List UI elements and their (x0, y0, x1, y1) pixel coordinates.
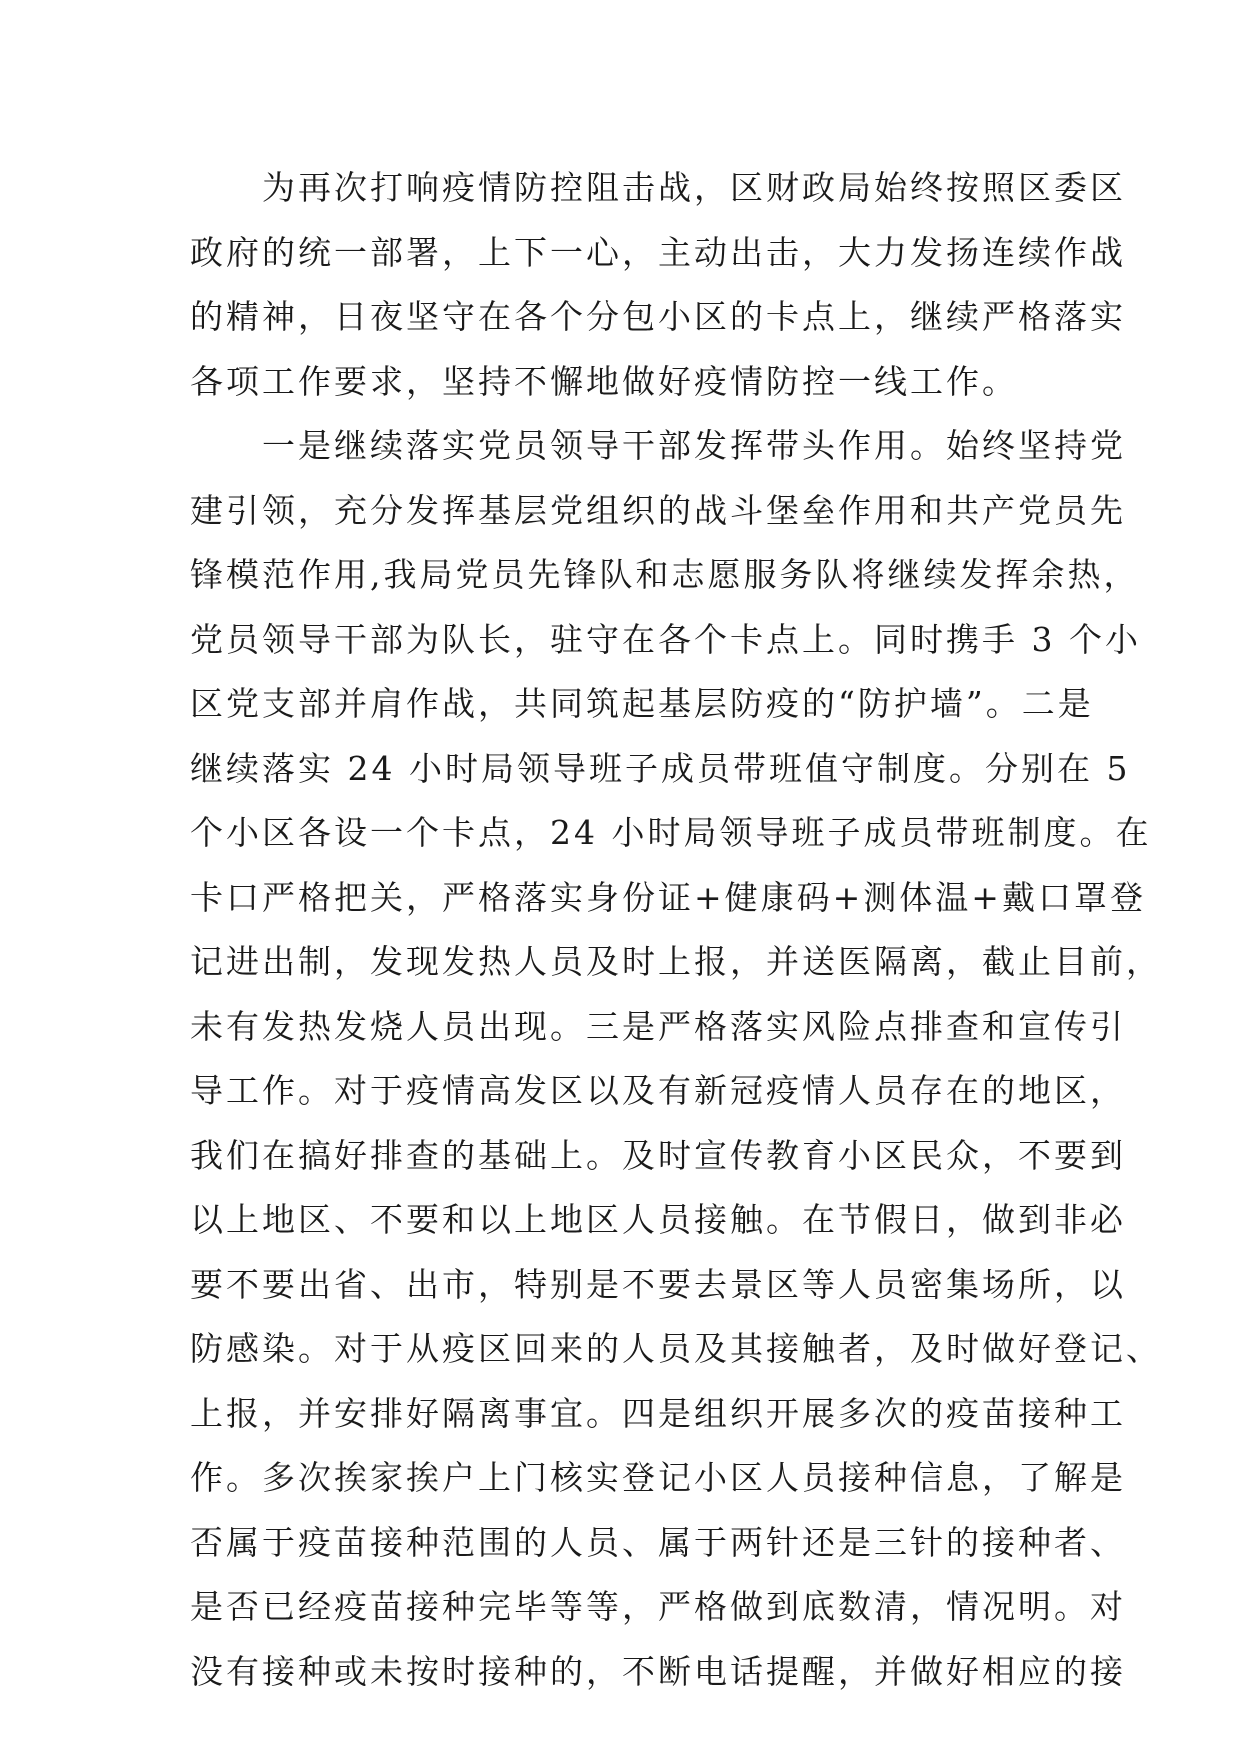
paragraph-1-line-1: 为再次打响疫情防控阻击战，区财政局始终按照区委区 (262, 168, 1126, 207)
paragraph-2-line-1: 一是继续落实党员领导干部发挥带头作用。始终坚持党 (262, 426, 1126, 465)
paragraph-1-line-2: 政府的统一部署，上下一心，主动出击，大力发扬连续作战 (190, 232, 1126, 272)
paragraph-2-line-10: 未有发热发烧人员出现。三是严格落实风险点排查和宣传引 (190, 1006, 1126, 1046)
paragraph-2-line-7: 个小区各设一个卡点，24 小时局领导班子成员带班制度。在 (190, 813, 1152, 852)
paragraph-2-line-11: 导工作。对于疫情高发区以及有新冠疫情人员存在的地区， (190, 1071, 1126, 1110)
paragraph-2-line-18: 否属于疫苗接种范围的人员、属于两针还是三针的接种者、 (190, 1522, 1126, 1562)
paragraph-2-line-8: 卡口严格把关，严格落实身份证+健康码+测体温+戴口罩登 (190, 877, 1146, 917)
paragraph-2-line-3: 锋模范作用,我局党员先锋队和志愿服务队将继续发挥余热， (190, 555, 1140, 594)
document-body (190, 156, 1162, 1704)
paragraph-2-line-4: 党员领导干部为队长，驻守在各个卡点上。同时携手 3 个小 (190, 619, 1141, 659)
paragraph-1-line-3: 的精神，日夜坚守在各个分包小区的卡点上，继续严格落实 (190, 297, 1126, 336)
paragraph-2-line-14: 要不要出省、出市，特别是不要去景区等人员密集场所，以 (190, 1264, 1126, 1304)
paragraph-2-line-6: 继续落实 24 小时局领导班子成员带班值守制度。分别在 5 (190, 748, 1131, 788)
paragraph-2-line-9: 记进出制，发现发热人员及时上报，并送医隔离，截止目前， (190, 942, 1162, 981)
paragraph-2-line-20: 没有接种或未按时接种的，不断电话提醒，并做好相应的接 (190, 1651, 1126, 1691)
paragraph-2-line-17: 作。多次挨家挨户上门核实登记小区人员接种信息，了解是 (190, 1458, 1126, 1497)
paragraph-2-line-19: 是否已经疫苗接种完毕等等，严格做到底数清，情况明。对 (190, 1587, 1126, 1626)
paragraph-2-line-13: 以上地区、不要和以上地区人员接触。在节假日，做到非必 (190, 1200, 1126, 1239)
paragraph-2-line-5: 区党支部并肩作战，共同筑起基层防疫的“防护墙”。二是 (190, 684, 1094, 723)
paragraph-1-line-4: 各项工作要求，坚持不懈地做好疫情防控一线工作。 (190, 361, 1018, 401)
paragraph-2-line-16: 上报，并安排好隔离事宜。四是组织开展多次的疫苗接种工 (190, 1393, 1126, 1433)
paragraph-2-line-12: 我们在搞好排查的基础上。及时宣传教育小区民众，不要到 (190, 1135, 1126, 1175)
paragraph-2-line-15: 防感染。对于从疫区回来的人员及其接触者，及时做好登记、 (190, 1329, 1162, 1368)
paragraph-2-line-2: 建引领，充分发挥基层党组织的战斗堡垒作用和共产党员先 (190, 490, 1126, 530)
